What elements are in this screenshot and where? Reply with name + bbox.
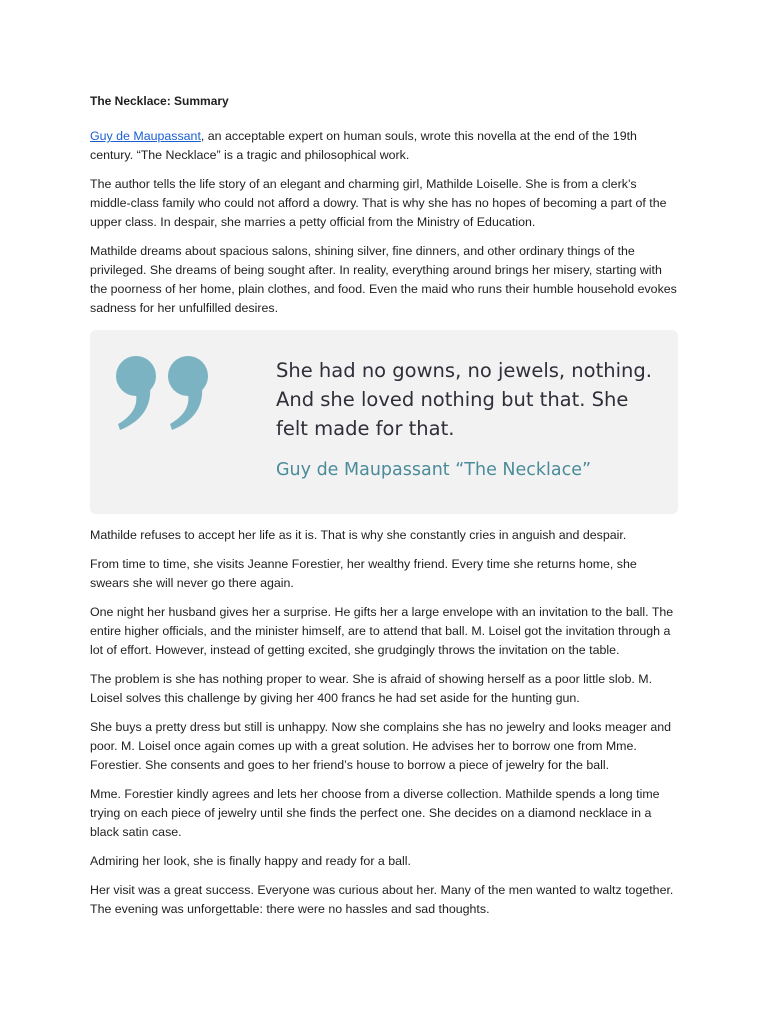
paragraph: Mathilde dreams about spacious salons, shining silver, fine dinners, and other ordinary things of the privileged. She dreams of being sought after. In reality, everything around brings her misery, starting with the poorness of her home, plain clothes, and food. Even the maid who runs their humble household evokes sadness for her unfulfilled desires. — [90, 244, 677, 315]
paragraph: From time to time, she visits Jeanne Forestier, her wealthy friend. Every time she returns home, she swears she will never go there again. — [90, 557, 637, 590]
quotation-mark-icon — [114, 352, 214, 432]
document-title: The Necklace: Summary — [90, 94, 229, 108]
quote-attribution: Guy de Maupassant “The Necklace” — [276, 460, 592, 480]
paragraph: She buys a pretty dress but still is unhappy. Now she complains she has no jewelry and looks meager and poor. M. Loisel once again comes up with a great solution. He advises her to borrow one from Mme. Forestier. She consents and goes to her friend’s house to borrow a piece of jewelry for the ball. — [90, 720, 672, 772]
paragraph: The problem is she has nothing proper to wear. She is afraid of showing herself as a poor little slob. M. Loisel solves this challenge by giving her 400 francs he had set aside for the hunting gun. — [90, 672, 653, 705]
author-link[interactable]: Guy de Maupassant — [90, 129, 201, 143]
paragraph: Admiring her look, she is finally happy and ready for a ball. — [90, 854, 411, 868]
intro-paragraph — [90, 127, 678, 165]
pull-quote-box — [90, 330, 678, 514]
intro-text: , an acceptable expert on human souls, wrote this novella at the end of the 19th century. “The Necklace” is a tragic and philosophical work. — [90, 129, 637, 162]
paragraph: One night her husband gives her a surprise. He gifts her a large envelope with an invitation to the ball. The entire higher officials, and the minister himself, are to attend that ball. M. Loisel got the invitation through a lot of effort. However, instead of getting excited, she grudgingly throws the invitation on the table. — [90, 605, 674, 657]
paragraph: The author tells the life story of an elegant and charming girl, Mathilde Loiselle. She is from a clerk’s middle-class family who could not afford a dowry. That is why she has no hopes of becoming a part of the upper class. In despair, she marries a petty official from the Ministry of Education. — [90, 177, 667, 229]
quote-text: She had no gowns, no jewels, nothing. And she loved nothing but that. She felt made for that. — [276, 359, 652, 440]
paragraph: Mathilde refuses to accept her life as it is. That is why she constantly cries in anguish and despair. — [90, 528, 627, 542]
paragraph: Mme. Forestier kindly agrees and lets her choose from a diverse collection. Mathilde spends a long time trying on each piece of jewelry until she finds the perfect one. She decides on a diamond necklace in a black satin case. — [90, 787, 660, 839]
paragraph: Her visit was a great success. Everyone was curious about her. Many of the men wanted to waltz together. The evening was unforgettable: there were no hassles and sad thoughts. — [90, 883, 674, 916]
